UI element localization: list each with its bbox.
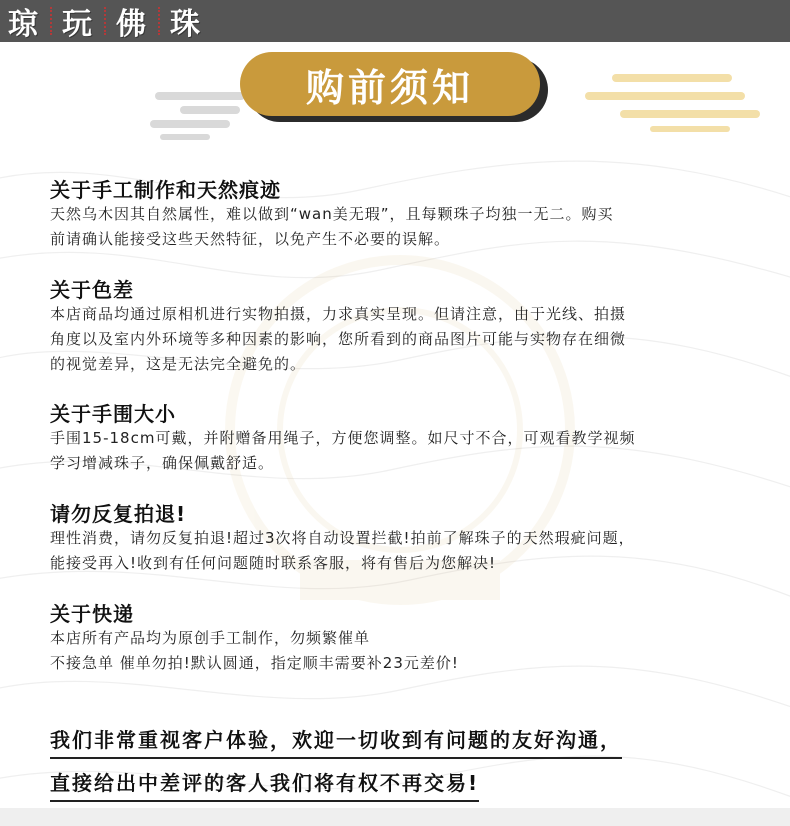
body-line: 学习增减珠子，确保佩戴舒适。 bbox=[50, 454, 275, 472]
section-title: 关于手围大小 bbox=[50, 402, 176, 426]
brand-char: 玩 bbox=[62, 7, 92, 42]
section-handmade bbox=[50, 178, 740, 252]
brand-char: 琼 bbox=[8, 7, 38, 42]
section-no-repeat-returns bbox=[50, 502, 740, 576]
closing-line: 直接给出中差评的客人我们将有权不再交易! bbox=[50, 767, 479, 802]
section-body bbox=[50, 302, 740, 377]
body-line: 能接受再入!收到有任何问题随时联系客服，将有售后为您解决! bbox=[50, 554, 497, 572]
page-title: 购前须知 bbox=[305, 65, 474, 110]
body-line: 不接急单 催单勿拍!默认圆通，指定顺丰需要补23元差价! bbox=[50, 654, 459, 672]
title-banner bbox=[240, 52, 548, 124]
section-title: 关于手工制作和天然痕迹 bbox=[50, 178, 281, 202]
section-title: 请勿反复拍退! bbox=[50, 502, 187, 526]
brand-seal-divider bbox=[158, 7, 164, 35]
body-line: 手围15-18cm可戴，并附赠备用绳子，方便您调整。如尺寸不合，可观看教学视频 bbox=[50, 429, 636, 447]
body-line: 天然乌木因其自然属性，难以做到“wan美无瑕”，且每颗珠子均独一无二。购买 bbox=[50, 205, 614, 223]
top-bar bbox=[0, 0, 790, 42]
bottom-strip bbox=[0, 808, 790, 826]
brand-char: 佛 bbox=[116, 7, 146, 42]
closing-line: 我们非常重视客户体验，欢迎一切收到有问题的友好沟通， bbox=[50, 724, 622, 759]
body-line: 的视觉差异，这是无法完全避免的。 bbox=[50, 355, 307, 373]
brand-char: 珠 bbox=[170, 7, 200, 42]
brand-seal-divider bbox=[104, 7, 110, 35]
section-body bbox=[50, 202, 740, 252]
body-line: 前请确认能接受这些天然特征，以免产生不必要的误解。 bbox=[50, 230, 451, 248]
closing-statement bbox=[50, 724, 750, 802]
section-title: 关于色差 bbox=[50, 278, 134, 302]
section-body bbox=[50, 526, 740, 576]
body-line: 本店所有产品均为原创手工制作，勿频繁催单 bbox=[50, 629, 371, 647]
cloud-left-icon bbox=[150, 92, 245, 140]
cloud-right-icon bbox=[585, 74, 760, 132]
section-shipping bbox=[50, 602, 740, 676]
section-body bbox=[50, 426, 740, 476]
banner-pill bbox=[240, 52, 540, 116]
body-line: 角度以及室内外环境等多种因素的影响，您所看到的商品图片可能与实物存在细微 bbox=[50, 330, 627, 348]
section-body bbox=[50, 626, 740, 676]
section-color-difference bbox=[50, 278, 740, 377]
section-title: 关于快递 bbox=[50, 602, 134, 626]
brand-seal-divider bbox=[50, 7, 56, 35]
body-line: 本店商品均通过原相机进行实物拍摄，力求真实呈现。但请注意，由于光线、拍摄 bbox=[50, 305, 627, 323]
contour-lines-pattern bbox=[0, 161, 790, 800]
body-line: 理性消费，请勿反复拍退!超过3次将自动设置拦截!拍前了解珠子的天然瑕疵问题， bbox=[50, 529, 635, 547]
brand-logo bbox=[8, 0, 214, 42]
section-wrist-size bbox=[50, 402, 740, 476]
